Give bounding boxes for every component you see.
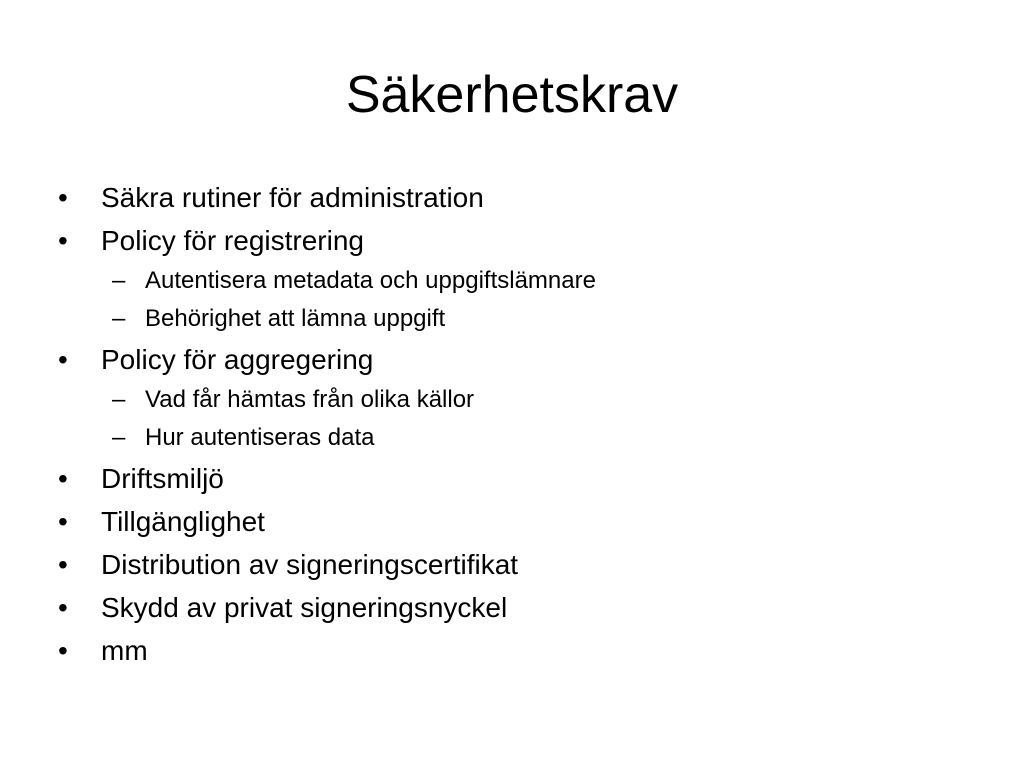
list-item-text: Skydd av privat signeringsnyckel	[101, 592, 508, 623]
bullet-icon: •	[58, 463, 68, 494]
sub-list-item	[58, 262, 978, 300]
dash-icon: –	[112, 305, 126, 332]
bullet-icon: •	[58, 549, 68, 580]
sub-list-item-text: Vad får hämtas från olika källor	[145, 386, 475, 413]
list-item	[58, 629, 978, 672]
list-item-text: Distribution av signeringscertifikat	[101, 549, 519, 580]
list-item-text: Tillgänglighet	[101, 506, 265, 537]
list-item	[58, 457, 978, 500]
bullet-icon: •	[58, 506, 68, 537]
list-item-text: mm	[101, 635, 148, 666]
dash-icon: –	[112, 267, 126, 294]
sub-list-item	[58, 300, 978, 338]
list-item	[58, 543, 978, 586]
dash-icon: –	[112, 386, 126, 413]
list-item-text: Policy för aggregering	[101, 344, 374, 375]
sub-list-item-text: Hur autentiseras data	[145, 424, 375, 451]
sub-list-item-text: Autentisera metadata och uppgiftslämnare	[145, 267, 596, 294]
bullet-icon: •	[58, 225, 68, 256]
sub-list-item-text: Behörighet att lämna uppgift	[145, 305, 446, 332]
sub-list-item	[58, 419, 978, 457]
bullet-icon: •	[58, 635, 68, 666]
bullet-icon: •	[58, 344, 68, 375]
list-item	[58, 176, 978, 219]
bullet-icon: •	[58, 592, 68, 623]
list-item	[58, 219, 978, 262]
list-item-text: Säkra rutiner för administration	[101, 182, 484, 213]
list-item-text: Driftsmiljö	[101, 463, 224, 494]
slide-title: Säkerhetskrav	[345, 66, 679, 124]
list-item	[58, 500, 978, 543]
dash-icon: –	[112, 424, 126, 451]
list-item	[58, 338, 978, 381]
bullet-icon: •	[58, 182, 68, 213]
sub-list-item	[58, 381, 978, 419]
list-item-text: Policy för registrering	[101, 225, 364, 256]
list-item	[58, 586, 978, 629]
bullet-list	[58, 176, 978, 672]
